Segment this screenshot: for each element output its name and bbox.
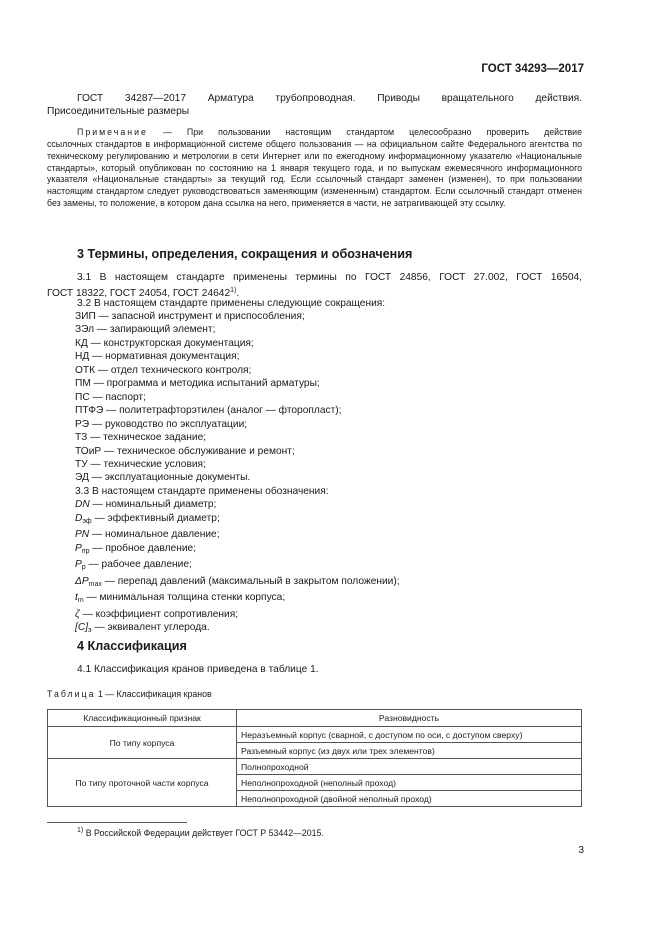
classification-table: [47, 709, 582, 807]
list-item: ОТК — отдел технического контроля;: [75, 364, 252, 376]
footnote-mark: 1): [77, 827, 84, 834]
symbol-sub: пр: [81, 547, 90, 555]
symbol-desc: — эффективный диаметр;: [91, 512, 220, 524]
footnote-text: В Российской Федерации действует ГОСТ Р 53442—2015.: [85, 828, 324, 838]
table-caption: [47, 689, 212, 701]
symbol-desc: — перепад давлений (максимальный в закрытом положении);: [101, 575, 400, 587]
page-number: 3: [578, 845, 584, 856]
symbol-sub: max: [88, 580, 102, 588]
note-line1: При пользовании настоящим стандартом целесообразно проверить действие: [186, 127, 582, 137]
abbreviation-list: [75, 310, 400, 637]
symbol-desc: — пробное давление;: [89, 542, 197, 554]
para-3-2: 3.2 В настоящем стандарте применены следующие сокращения:: [77, 298, 386, 309]
list-item: ТЗ — техническое задание;: [75, 432, 207, 444]
list-item: ТУ — технические условия;: [75, 458, 206, 470]
symbol: P: [75, 542, 82, 554]
column-header: Классификационный признак: [48, 710, 237, 727]
note-dash: —: [147, 127, 187, 137]
list-item: ПМ — программа и методика испытаний арматуры;: [75, 378, 320, 390]
table-cell: Неразъемный корпус (сварной, с доступом по оси, с доступом сверху): [237, 727, 582, 743]
symbol: ΔP: [75, 575, 89, 587]
symbol: ζ: [75, 608, 80, 620]
list-item: ПТФЭ — политетрафторэтилен (аналог — фторопласт);: [75, 405, 342, 417]
list-item: КД — конструкторская документация;: [75, 337, 254, 349]
symbol-desc: — рабочее давление;: [85, 559, 192, 571]
document-header: ГОСТ 34293—2017: [481, 63, 584, 75]
symbol: DN: [75, 499, 90, 511]
list-item: [75, 575, 400, 591]
footnote-ref: 1): [230, 287, 237, 294]
table-cell: Полнопроходной: [237, 759, 582, 775]
list-item: [75, 512, 400, 528]
symbol: t: [75, 592, 78, 604]
para-4-1: 4.1 Классификация кранов приведена в таблице 1.: [77, 664, 319, 675]
symbol-desc: — коэффициент сопротивления;: [79, 608, 239, 620]
table-row: [48, 727, 582, 743]
list-item: ТОиР — техническое обслуживание и ремонт;: [75, 445, 295, 457]
para-3-3: 3.3 В настоящем стандарте применены обозначения:: [75, 485, 329, 497]
para-3-1-line1: 3.1 В настоящем стандарте применены термины по ГОСТ 24856, ГОСТ 27.002, ГОСТ 16504,: [77, 272, 582, 283]
symbol: P: [75, 559, 82, 571]
note-body: ссылочных стандартов в информационной системе общего пользования — на официальном сайте Федерального агентства по техническому регулированию и метрологии в сети Интернет или по ежегодному информационному указателю «Национальные стандарты», который опубликован по состоянию на 1 января текущего года, и по выпускам ежемесячного информационного указателя «Национальные стандарты» за текущий год. Если ссылочный стандарт заменен (изменен), то при пользовании настоящим стандартом следует руководствоваться заменяющим (измененным) стандартом. Если ссылочный стандарт отменен без замены, то положение, в котором дана ссылка на него, применяется в части, не затрагивающей эту ссылку.: [47, 139, 582, 208]
symbol-sub: эф: [82, 517, 92, 525]
reference-line-2: Присоединительные размеры: [47, 106, 190, 117]
table-caption-text: 1 — Классификация кранов: [95, 689, 212, 699]
note-label: Примечание: [77, 127, 148, 137]
list-item: [75, 528, 400, 541]
table-cell: Разъемный корпус (из двух или трех элементов): [237, 743, 582, 759]
list-item: ЭД — эксплуатационные документы.: [75, 472, 251, 484]
section-4-title: 4 Классификация: [77, 639, 187, 653]
reference-line-1: ГОСТ 34287—2017 Арматура трубопроводная. Приводы вращательного действия.: [77, 93, 582, 104]
list-item: [75, 591, 400, 607]
section-3-title: 3 Термины, определения, сокращения и обозначения: [77, 247, 413, 261]
symbol-desc: — эквивалент углерода.: [91, 621, 210, 633]
list-item: ПС — паспорт;: [75, 391, 146, 403]
symbol-sub: э: [88, 626, 92, 634]
table-row: [48, 759, 582, 775]
symbol-desc: — минимальная толщина стенки корпуса;: [83, 592, 286, 604]
list-item: [75, 608, 400, 621]
list-item: ЗИП — запасной инструмент и приспособления;: [75, 311, 305, 322]
table-caption-label: Таблица: [47, 689, 96, 699]
list-item: [75, 558, 400, 574]
symbol-sub: р: [81, 564, 86, 572]
symbol: PN: [75, 529, 90, 541]
table-cell: По типу проточной части корпуса: [48, 759, 237, 807]
footnote: [77, 827, 324, 838]
list-item: РЭ — руководство по эксплуатации;: [75, 418, 248, 430]
list-item: ЗЭл — запирающий элемент;: [75, 324, 216, 336]
column-header: Разновидность: [237, 710, 582, 727]
list-item: НД — нормативная документация;: [75, 351, 240, 363]
list-item: [75, 498, 400, 511]
table-cell: По типу корпуса: [48, 727, 237, 759]
table-cell: Неполнопроходной (двойной неполный проход): [237, 791, 582, 807]
footnote-divider: [47, 822, 187, 823]
para-3-1-end: .: [236, 288, 240, 299]
symbol-sub: m: [77, 597, 84, 605]
table-header-row: [48, 710, 582, 727]
symbol-desc: — номинальное давление;: [89, 529, 220, 541]
table-cell: Неполнопроходной (неполный проход): [237, 775, 582, 791]
symbol: [C]: [75, 621, 89, 633]
list-item: [75, 621, 400, 637]
note-first-line: [77, 127, 582, 139]
para-3-1-text: ГОСТ 18322, ГОСТ 24054, ГОСТ 24642: [47, 288, 231, 299]
list-item: [75, 542, 400, 558]
symbol-desc: — номинальный диаметр;: [89, 499, 217, 511]
symbol: D: [75, 512, 83, 524]
